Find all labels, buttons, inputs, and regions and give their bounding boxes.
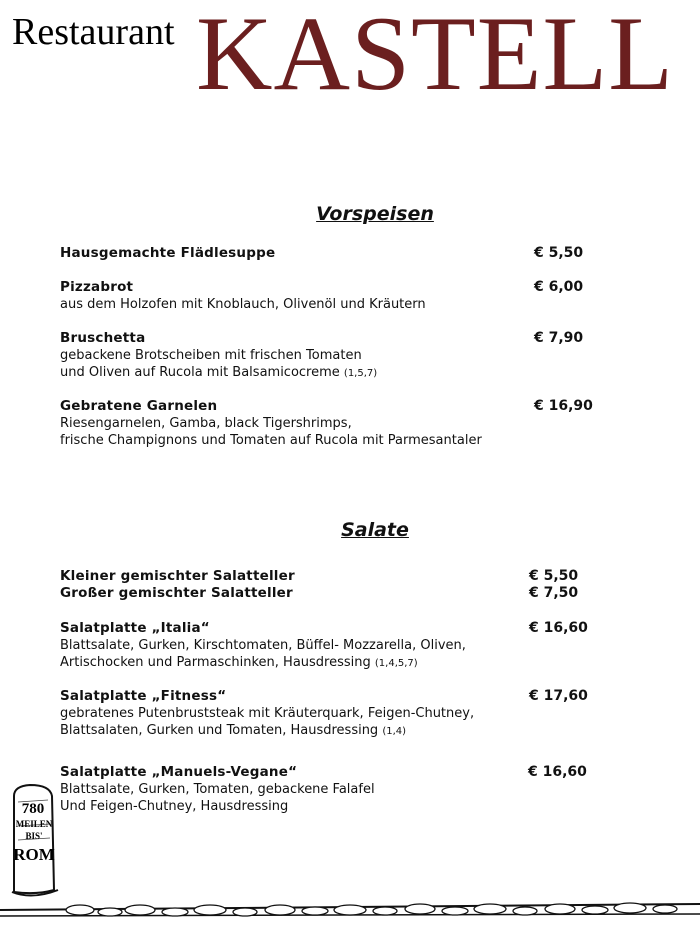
- milestone-number: 780: [21, 801, 45, 817]
- item-price: € 16,60: [528, 764, 587, 780]
- item-price: € 16,90: [534, 398, 593, 414]
- item-name: Großer gemischter Salatteller: [60, 585, 293, 601]
- milestone-text: ROM: [13, 845, 55, 864]
- item-description: aus dem Holzofen mit Knoblauch, Olivenöl und Kräutern: [60, 297, 426, 312]
- milestone-illustration: [6, 782, 66, 902]
- item-name: Hausgemachte Flädlesuppe: [60, 245, 276, 261]
- item-name: Salatplatte „Manuels-Vegane“: [60, 764, 298, 780]
- item-price: € 17,60: [529, 688, 588, 704]
- section-title-vorspeisen: Vorspeisen: [316, 203, 434, 225]
- menu-item: [60, 245, 620, 262]
- milestone-text: MEILEN: [15, 819, 53, 829]
- menu-item: [60, 764, 620, 815]
- item-description: gebratenes Putenbruststeak mit Kräuterquark, Feigen-Chutney,: [60, 706, 475, 721]
- restaurant-label: Restaurant: [12, 11, 175, 53]
- item-description: Blattsalaten, Gurken und Tomaten, Hausdressing (1,4): [60, 723, 407, 738]
- item-description: Blattsalate, Gurken, Kirschtomaten, Büffel- Mozzarella, Oliven,: [60, 638, 466, 653]
- item-name: Gebratene Garnelen: [60, 398, 218, 414]
- item-description: Und Feigen-Chutney, Hausdressing: [60, 799, 289, 814]
- allergen-codes: (1,5,7): [343, 368, 378, 379]
- restaurant-name-logo: KASTELL: [196, 0, 675, 112]
- item-price: € 6,00: [534, 279, 584, 295]
- menu-item: [60, 568, 620, 585]
- item-description: Artischocken und Parmaschinken, Hausdressing (1,4,5,7): [60, 655, 418, 670]
- section-title-salate: Salate: [341, 519, 409, 541]
- allergen-codes: (1,4,5,7): [374, 658, 418, 669]
- milestone-text: BIS': [25, 831, 43, 841]
- menu-item: [60, 330, 620, 382]
- item-price: € 5,50: [529, 568, 579, 584]
- item-description: Riesengarnelen, Gamba, black Tigershrimps,: [60, 416, 352, 431]
- item-name: Pizzabrot: [60, 279, 134, 295]
- item-description: frische Champignons und Tomaten auf Rucola mit Parmesantaler: [60, 433, 482, 448]
- item-description: und Oliven auf Rucola mit Balsamicocreme (1,5,7): [60, 365, 378, 380]
- cobblestone-border: [0, 890, 700, 930]
- menu-item: [60, 688, 620, 740]
- item-name: Salatplatte „Italia“: [60, 620, 210, 636]
- item-name: Salatplatte „Fitness“: [60, 688, 227, 704]
- menu-item: [60, 620, 620, 672]
- allergen-codes: (1,4): [382, 726, 407, 737]
- item-description: Blattsalate, Gurken, Tomaten, gebackene Falafel: [60, 782, 375, 797]
- item-price: € 16,60: [529, 620, 588, 636]
- menu-item: [60, 585, 620, 602]
- item-name: Bruschetta: [60, 330, 146, 346]
- item-price: € 7,90: [534, 330, 584, 346]
- item-price: € 5,50: [534, 245, 584, 261]
- item-price: € 7,50: [529, 585, 579, 601]
- menu-item: [60, 279, 620, 313]
- item-description: gebackene Brotscheiben mit frischen Tomaten: [60, 348, 362, 363]
- menu-item: [60, 398, 620, 449]
- item-name: Kleiner gemischter Salatteller: [60, 568, 295, 584]
